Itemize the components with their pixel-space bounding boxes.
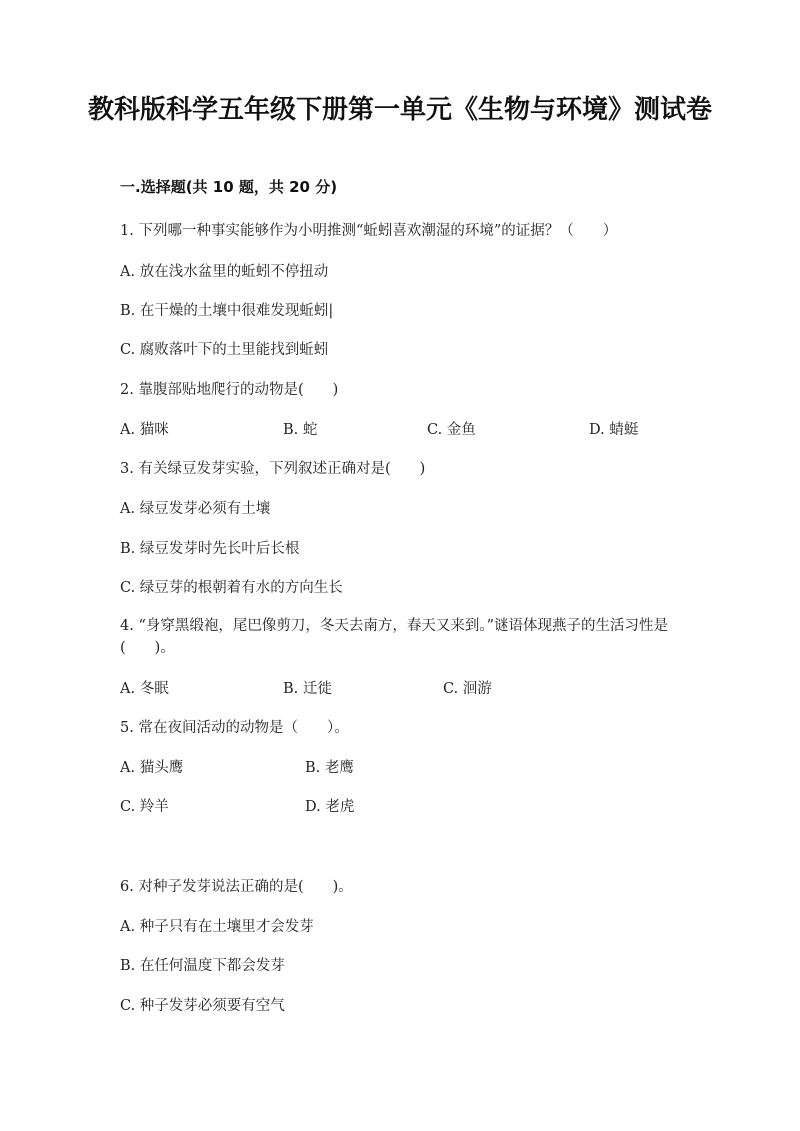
question-3-option-b: B. 绿豆发芽时先长叶后长根 (120, 541, 300, 557)
question-5-option-a: A. 猫头鹰 (120, 760, 184, 776)
question-6-option-c: C. 种子发芽必须要有空气 (120, 998, 285, 1014)
question-6-option-b: B. 在任何温度下都会发芽 (120, 958, 285, 974)
question-2-option-a: A. 猫咪 (120, 422, 169, 438)
question-5-option-c: C. 羚羊 (120, 799, 169, 815)
question-4-option-c: C. 洄游 (443, 681, 492, 697)
question-5-option-d: D. 老虎 (305, 799, 355, 815)
question-1-option-c: C. 腐败落叶下的土里能找到蚯蚓 (120, 342, 329, 358)
question-4-stem: 4. “身穿黑缎袍，尾巴像剪刀，冬天去南方，春天又来到。”谜语体现燕子的生活习性是( )。 (120, 618, 669, 656)
question-1-option-a: A. 放在浅水盆里的蚯蚓不停扭动 (120, 264, 329, 280)
question-4-option-b: B. 迁徙 (283, 681, 332, 697)
question-5-option-b: B. 老鹰 (305, 760, 354, 776)
question-3-option-a: A. 绿豆发芽必须有土壤 (120, 501, 271, 517)
page-title: 教科版科学五年级下册第一单元《生物与环境》测试卷 (87, 95, 712, 125)
question-4-option-a: A. 冬眠 (120, 681, 169, 697)
question-1-stem: 1. 下列哪一种事实能够作为小明推测“蚯蚓喜欢潮湿的环境”的证据？（ ） (120, 223, 618, 239)
question-2-stem: 2. 靠腹部贴地爬行的动物是( ) (120, 382, 339, 398)
question-3-option-c: C. 绿豆芽的根朝着有水的方向生长 (120, 580, 343, 596)
question-2-option-b: B. 蛇 (283, 422, 318, 438)
section-header: 一.选择题(共 10 题，共 20 分) (120, 178, 338, 196)
question-6-stem: 6. 对种子发芽说法正确的是( )。 (120, 879, 353, 895)
question-2-option-c: C. 金鱼 (427, 422, 476, 438)
question-2-option-d: D. 蜻蜓 (589, 422, 639, 438)
question-1-option-b: B. 在干燥的土壤中很难发现蚯蚓| (120, 303, 334, 319)
question-6-option-a: A. 种子只有在土壤里才会发芽 (120, 919, 314, 935)
question-5-stem: 5. 常在夜间活动的动物是（ ）。 (120, 720, 349, 736)
question-3-stem: 3. 有关绿豆发芽实验，下列叙述正确对是( ) (120, 461, 426, 477)
